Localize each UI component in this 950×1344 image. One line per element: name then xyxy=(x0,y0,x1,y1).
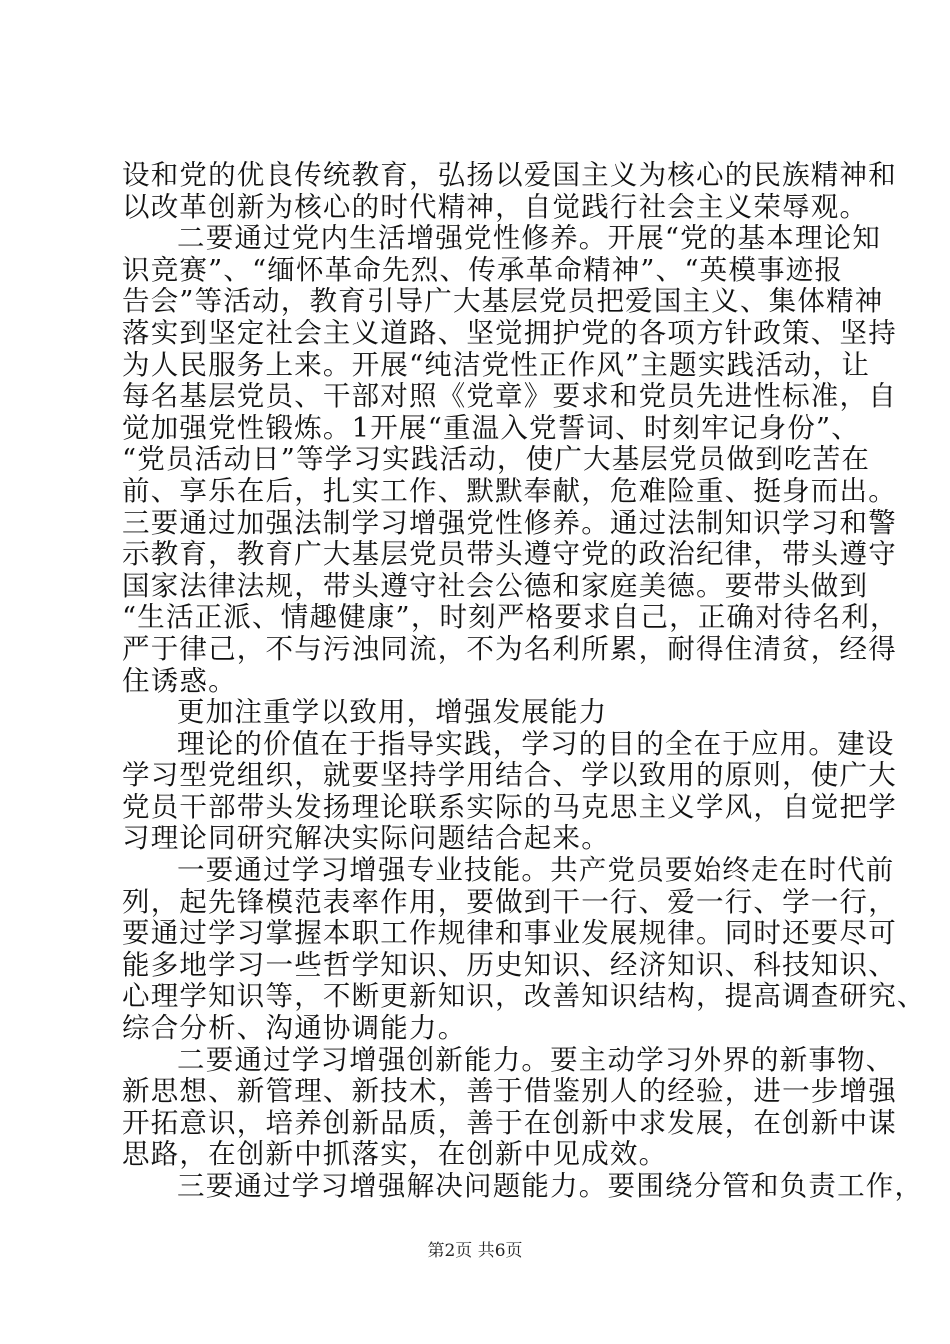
text-line: 综合分析、沟通协调能力。 xyxy=(122,1012,467,1045)
text-line: 严于律己，不与污浊同流，不为名利所累，耐得住清贫，经得 xyxy=(122,632,897,665)
text-line: 告会”等活动，教育引导广大基层党员把爱国主义、集体精神 xyxy=(122,285,884,318)
text-line: 理论的价值在于指导实践，学习的目的全在于应用。建设 xyxy=(177,727,895,760)
text-line: 新思想、新管理、新技术，善于借鉴别人的经验，进一步增强 xyxy=(122,1075,897,1108)
text-line: 为人民服务上来。开展“纯洁党性正作风”主题实践活动，让 xyxy=(122,348,871,381)
text-line: 开拓意识，培养创新品质，善于在创新中求发展，在创新中谋 xyxy=(122,1106,897,1139)
text-line: 觉加强党性锻炼。1开展“重温入党誓词、时刻牢记身份”、 xyxy=(122,411,861,444)
text-line: 二要通过学习增强创新能力。要主动学习外界的新事物、 xyxy=(177,1043,895,1076)
text-line: 前、享乐在后，扎实工作、默默奉献，危难险重、挺身而出。 xyxy=(122,474,897,507)
text-line: “生活正派、情趣健康”，时刻严格要求自己，正确对待名利， xyxy=(122,601,899,634)
text-line: 一要通过学习增强专业技能。共产党员要始终走在时代前 xyxy=(177,854,895,887)
text-line: 列，起先锋模范表率作用，要做到干一行、爱一行、学一行， xyxy=(122,885,897,918)
text-line: 能多地学习一些哲学知识、历史知识、经济知识、科技知识、 xyxy=(122,948,897,981)
text-line: 要通过学习掌握本职工作规律和事业发展规律。同时还要尽可 xyxy=(122,917,897,950)
text-line: 国家法律法规，带头遵守社会公德和家庭美德。要带头做到 xyxy=(122,569,869,602)
text-line: 设和党的优良传统教育，弘扬以爱国主义为核心的民族精神和 xyxy=(122,159,897,191)
text-line: 识竞赛”、“缅怀革命先烈、传承革命精神”、“英模事迹报 xyxy=(122,253,844,286)
text-line: 党员干部带头发扬理论联系实际的马克思主义学风，自觉把学 xyxy=(122,790,897,823)
text-line: 示教育，教育广大基层党员带头遵守党的政治纪律，带头遵守 xyxy=(122,538,897,571)
text-line: 三要通过加强法制学习增强党性修养。通过法制知识学习和警 xyxy=(122,506,897,539)
text-line: “党员活动日”等学习实践活动，使广大基层党员做到吃苦在 xyxy=(122,443,871,476)
section-heading: 更加注重学以致用，增强发展能力 xyxy=(177,696,608,729)
document-body xyxy=(122,159,926,1203)
page-number-footer: 第2页 共6页 xyxy=(427,1241,523,1261)
text-line: 学习型党组织，就要坚持学用结合、学以致用的原则，使广大 xyxy=(122,759,897,792)
text-line: 落实到坚定社会主义道路、坚觉拥护党的各项方针政策、坚持 xyxy=(122,316,897,349)
text-line: 二要通过党内生活增强党性修养。开展“党的基本理论知 xyxy=(177,222,882,255)
text-line: 心理学知识等，不断更新知识，改善知识结构，提高调查研究、 xyxy=(122,980,926,1013)
text-line: 住诱惑。 xyxy=(122,664,237,697)
text-line: 习理论同研究解决实际问题结合起来。 xyxy=(122,822,610,855)
text-line: 以改革创新为核心的时代精神，自觉践行社会主义荣辱观。 xyxy=(122,190,869,223)
text-line: 思路，在创新中抓落实，在创新中见成效。 xyxy=(122,1138,668,1171)
text-line: 每名基层党员、干部对照《党章》要求和党员先进性标准，自 xyxy=(122,380,897,413)
text-line: 三要通过学习增强解决问题能力。要围绕分管和负责工作， xyxy=(177,1170,924,1202)
